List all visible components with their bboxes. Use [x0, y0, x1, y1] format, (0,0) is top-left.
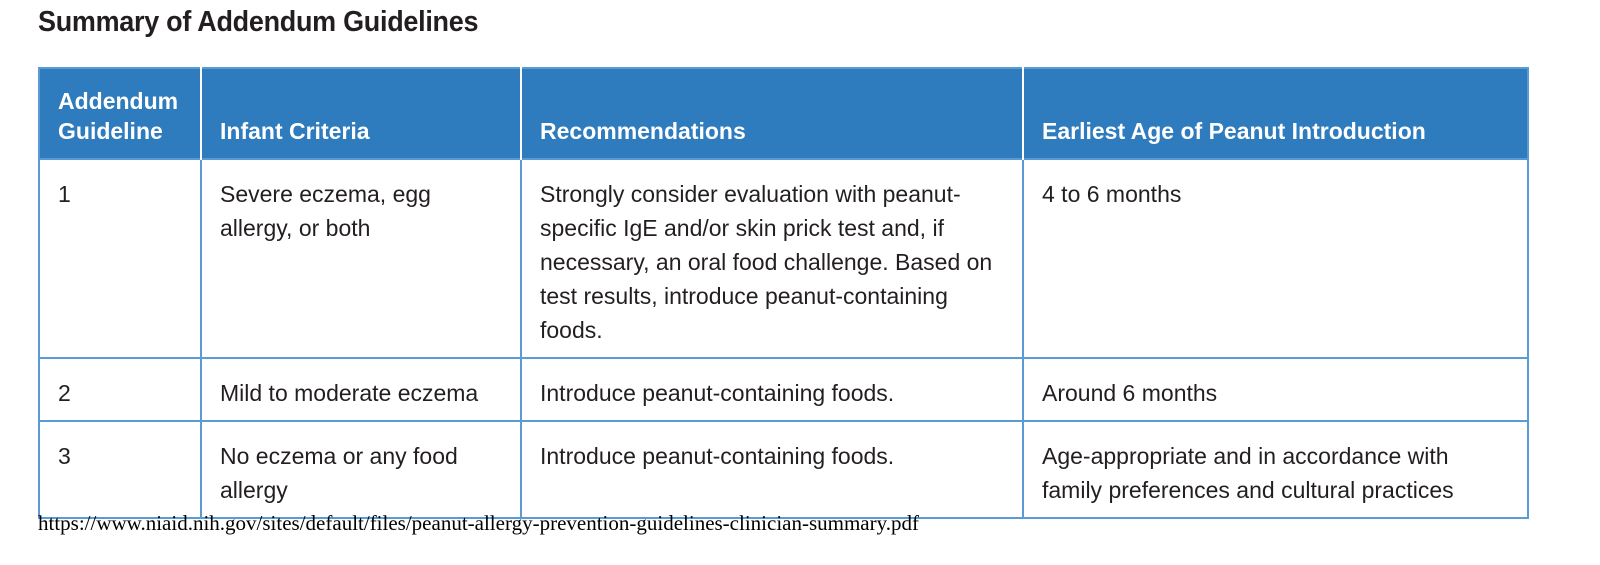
table-header — [39, 68, 1528, 159]
column-header-infant-criteria: Infant Criteria — [201, 68, 521, 159]
header-row — [39, 68, 1528, 159]
guideline-number-cell: 1 — [39, 159, 201, 358]
column-header-guideline: Addendum Guideline — [39, 68, 201, 159]
page-title: Summary of Addendum Guidelines — [38, 6, 479, 38]
recommendation-cell: Introduce peanut-containing foods. — [521, 358, 1023, 421]
table-row — [39, 421, 1528, 518]
table-body — [39, 159, 1528, 518]
guideline-number-cell: 2 — [39, 358, 201, 421]
source-url: https://www.niaid.nih.gov/sites/default/files/peanut-allergy-prevention-guidelines-clinician-summary.pdf — [38, 511, 920, 535]
table-row — [39, 159, 1528, 358]
table-row — [39, 358, 1528, 421]
guideline-number-cell: 3 — [39, 421, 201, 518]
earliest-age-cell: Around 6 months — [1023, 358, 1528, 421]
infant-criteria-cell: Severe eczema, egg allergy, or both — [201, 159, 521, 358]
guidelines-table — [38, 67, 1529, 519]
column-header-recommendations: Recommendations — [521, 68, 1023, 159]
recommendation-cell: Strongly consider evaluation with peanut-specific IgE and/or skin prick test and, if necessary, an oral food challenge. Based on test results, introduce peanut-containing foods. — [521, 159, 1023, 358]
infant-criteria-cell: No eczema or any food allergy — [201, 421, 521, 518]
earliest-age-cell: Age-appropriate and in accordance with family preferences and cultural practices — [1023, 421, 1528, 518]
infant-criteria-cell: Mild to moderate eczema — [201, 358, 521, 421]
earliest-age-cell: 4 to 6 months — [1023, 159, 1528, 358]
recommendation-cell: Introduce peanut-containing foods. — [521, 421, 1023, 518]
column-header-earliest-age: Earliest Age of Peanut Introduction — [1023, 68, 1528, 159]
